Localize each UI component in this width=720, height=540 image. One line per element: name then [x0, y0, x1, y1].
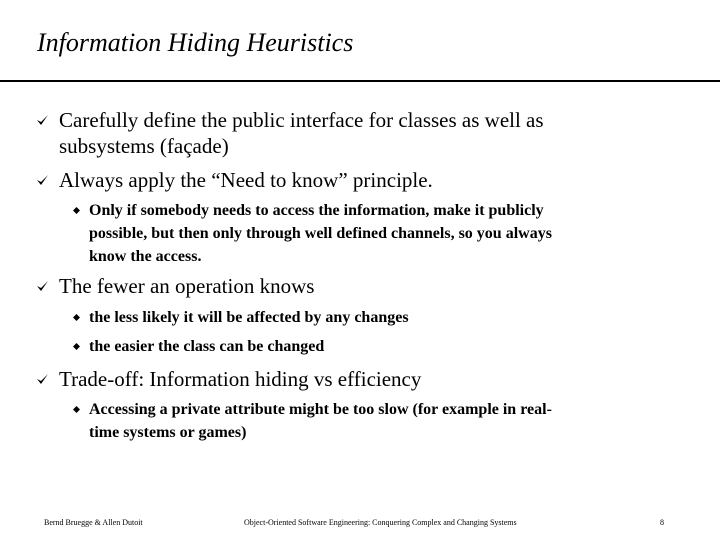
bullet-fewer-knows: [59, 273, 679, 299]
diamond-bullet-icon: [73, 343, 80, 350]
diamond-bullet-icon: [73, 406, 80, 413]
bullet-interface: [59, 107, 679, 159]
bullet-trade-off: [59, 366, 679, 392]
subbullet-text-line: time systems or games): [89, 424, 247, 441]
checkmark-bullet-icon: [36, 280, 49, 293]
checkmark-bullet-icon: [36, 114, 49, 127]
subbullet-easier: [89, 335, 679, 358]
subbullet-text-line: the easier the class can be changed: [89, 338, 325, 355]
subbullet-text-line: possible, but then only through well defined channels, so you always: [89, 225, 552, 242]
diamond-bullet-icon: [73, 207, 80, 214]
subbullet-private-attribute: [89, 398, 679, 444]
subbullet-text-line: the less likely it will be affected by any changes: [89, 309, 409, 326]
checkmark-bullet-icon: [36, 373, 49, 386]
bullet-text-line: The fewer an operation knows: [59, 274, 315, 298]
footer-page-number: 8: [660, 518, 664, 527]
bullet-text-line: Carefully define the public interface for classes as well as: [59, 108, 544, 132]
footer-book-title: Object-Oriented Software Engineering: Conquering Complex and Changing Systems: [244, 518, 517, 527]
footer-authors: Bernd Bruegge & Allen Dutoit: [44, 518, 143, 527]
diamond-bullet-icon: [73, 314, 80, 321]
subbullet-text-line: Only if somebody needs to access the information, make it publicly: [89, 202, 544, 219]
subbullet-access: [89, 199, 679, 268]
title-divider: [0, 80, 720, 82]
bullet-text-line: subsystems (façade): [59, 134, 229, 158]
subbullet-text-line: Accessing a private attribute might be too slow (for example in real-: [89, 401, 552, 418]
subbullet-text-line: know the access.: [89, 248, 202, 265]
slide-title: Information Hiding Heuristics: [37, 28, 354, 57]
bullet-text-line: Always apply the “Need to know” principle.: [59, 168, 433, 192]
subbullet-less-likely: [89, 306, 679, 329]
bullet-text-line: Trade-off: Information hiding vs efficiency: [59, 367, 422, 391]
checkmark-bullet-icon: [36, 174, 49, 187]
bullet-need-to-know: [59, 167, 679, 193]
